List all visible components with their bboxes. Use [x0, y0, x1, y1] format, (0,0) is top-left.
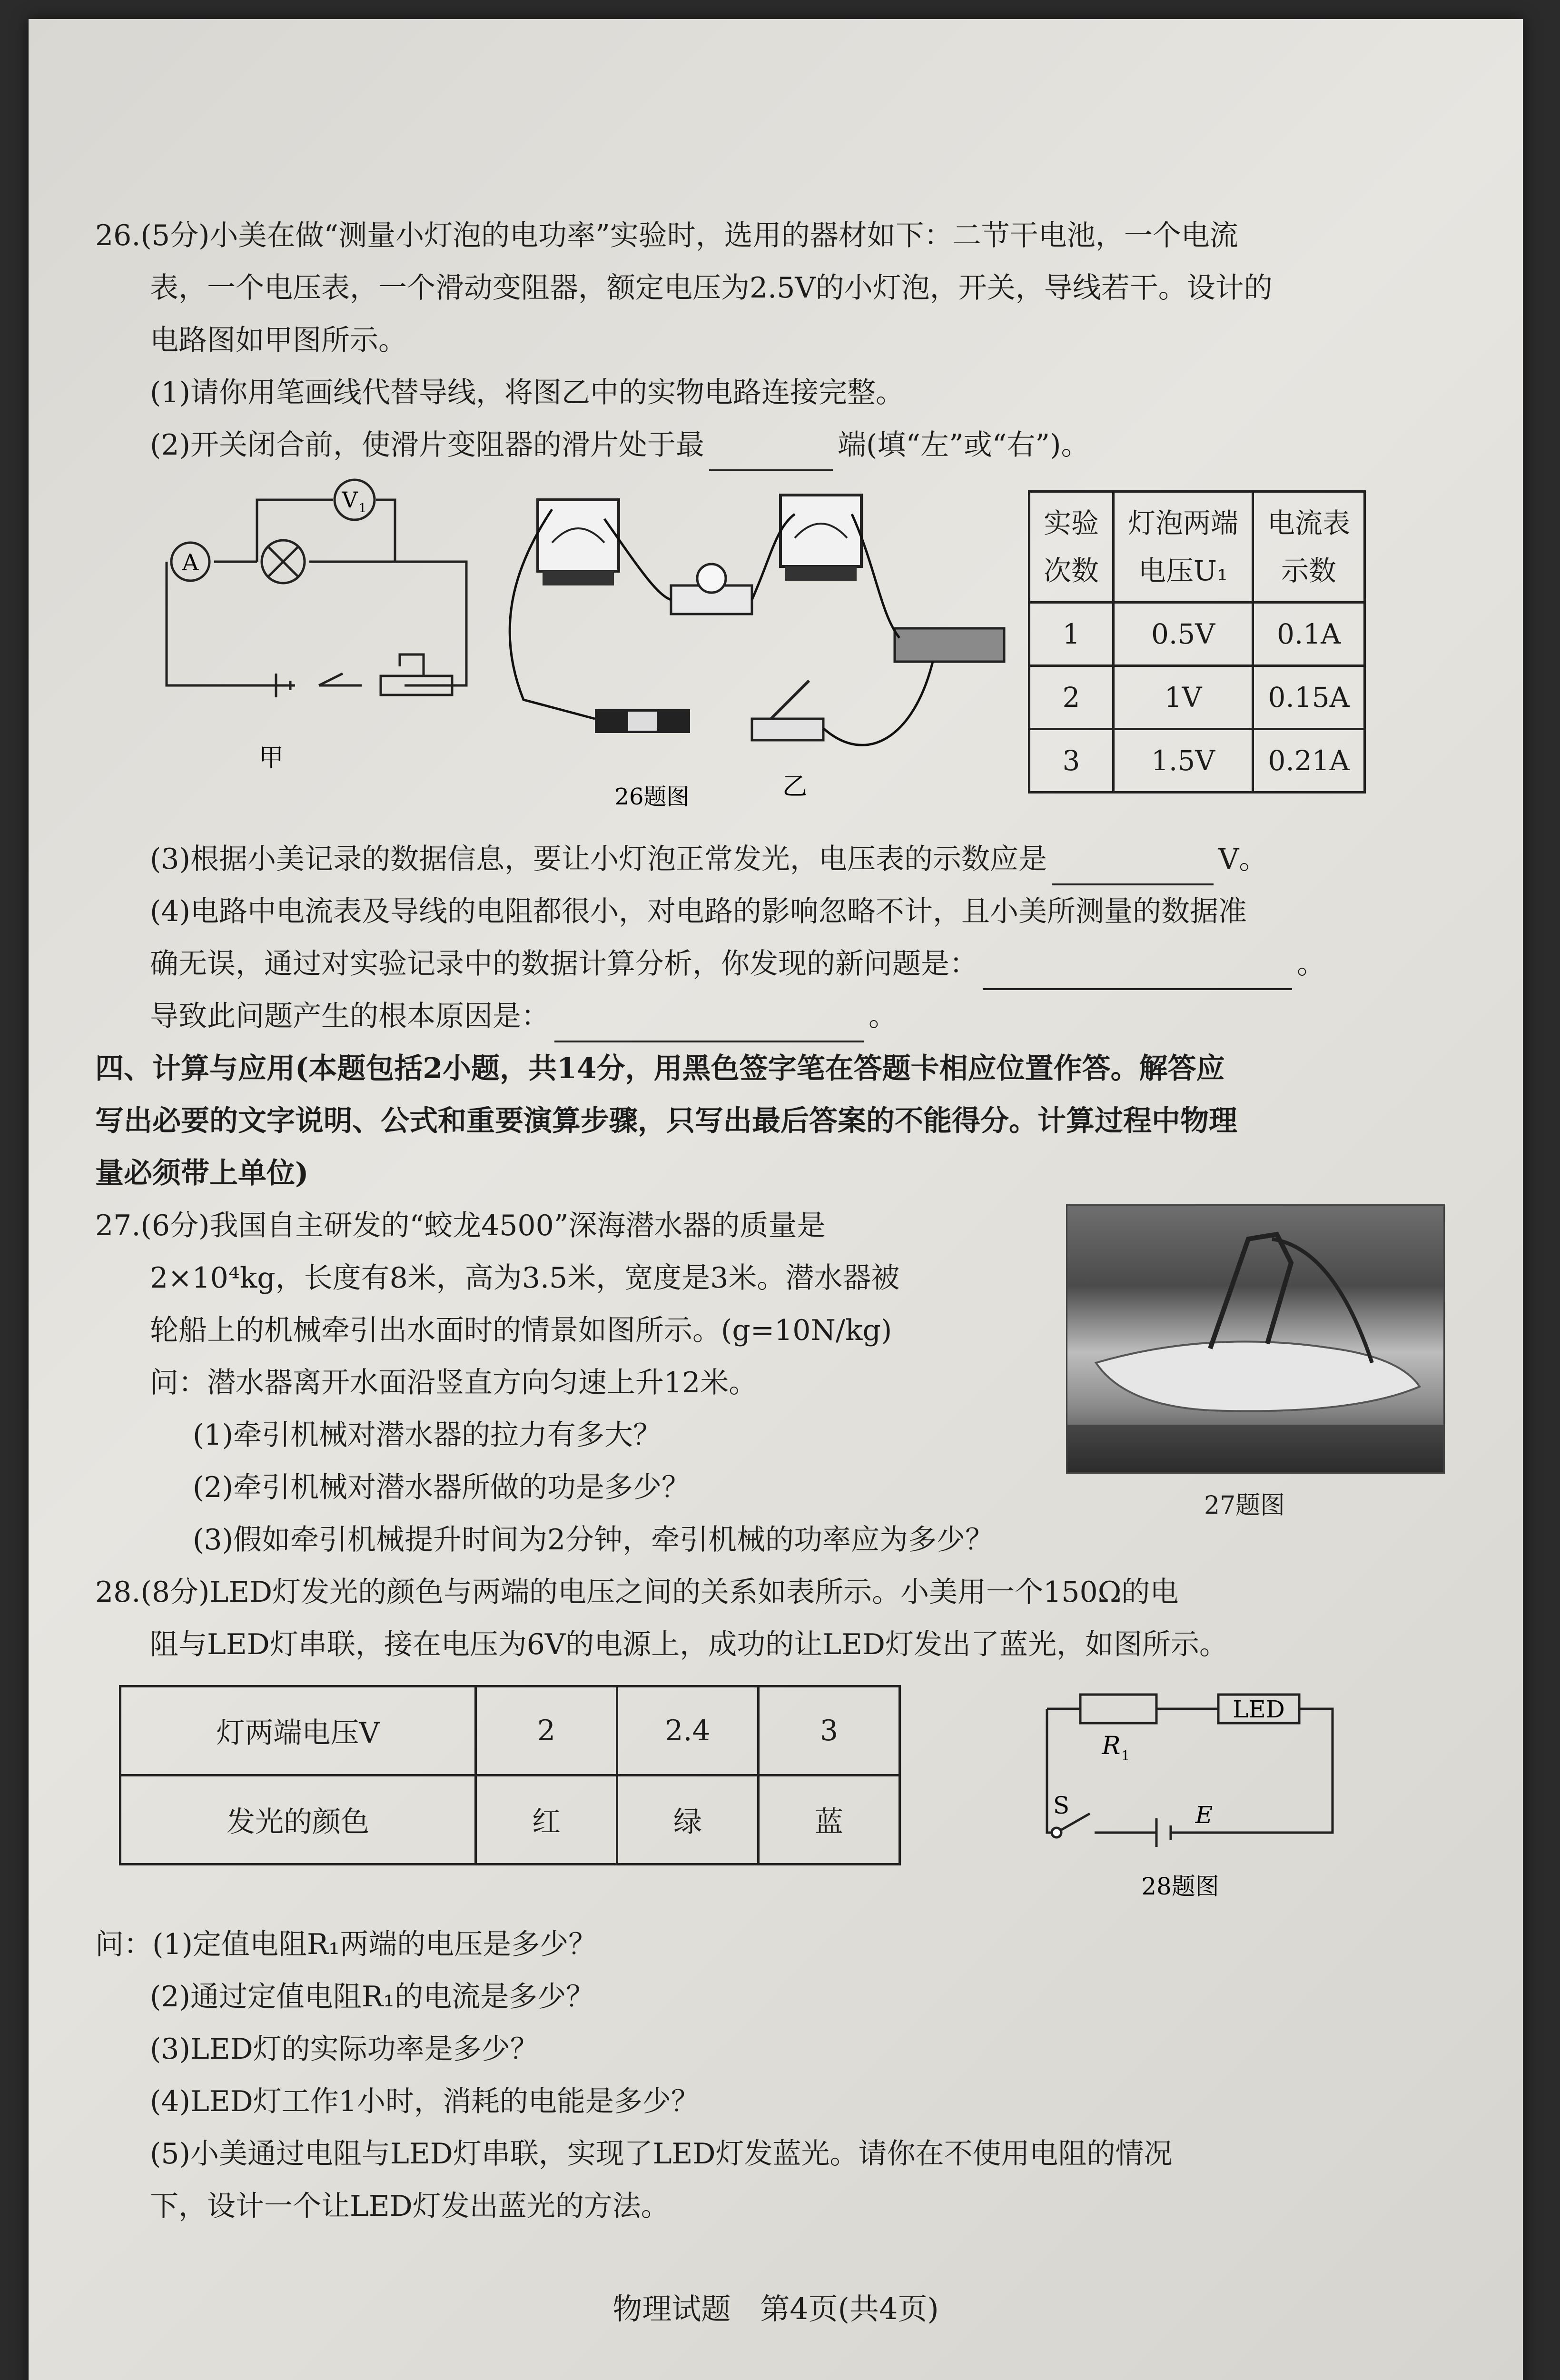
q28-figures — [95, 1671, 1447, 1918]
q26-data-table — [1028, 490, 1366, 793]
voltmeter-subscript: 1 — [358, 501, 367, 516]
q28-sub1: 问：(1)定值电阻R₁两端的电压是多少？ — [95, 1928, 597, 1961]
section4-line2: 写出必要的文字说明、公式和重要演算步骤，只写出最后答案的不能得分。计算过程中物理 — [95, 1104, 1237, 1138]
table-row — [1029, 729, 1365, 793]
q26-sub2-end: 端(填“左”或“右”)。 — [838, 428, 1090, 462]
answer-blank[interactable] — [983, 960, 1292, 990]
ammeter-symbol — [171, 543, 209, 581]
fig-jia-label: 甲 — [258, 744, 284, 773]
section4-line1: 四、计算与应用(本题包括2小题，共14分，用黑色签字笔在答题卡相应位置作答。解答应 — [95, 1052, 1225, 1085]
table-row — [120, 1686, 900, 1775]
header-text: 示数 — [1281, 555, 1337, 587]
exam-page — [29, 19, 1523, 2380]
page-content — [95, 209, 1447, 2232]
table-cell: 发光的颜色 — [120, 1775, 476, 1864]
q26-sub4-line1: (4)电路中电流表及导线的电阻都很小，对电路的影响忽略不计，且小美所测量的数据准 — [150, 895, 1247, 928]
q26-sub2-text: (2)开关闭合前，使滑片变阻器的滑片处于最 — [150, 428, 704, 462]
header-text: 次数 — [1044, 555, 1099, 587]
q26-line3: 电路图如甲图所示。 — [150, 324, 407, 357]
table-cell: 3 — [759, 1686, 900, 1775]
switch-label: S — [1053, 1792, 1070, 1819]
voltmeter-symbol — [335, 480, 375, 520]
table-cell: 2 — [1029, 666, 1114, 729]
table-cell: 0.21A — [1253, 729, 1365, 793]
source-label: E — [1195, 1801, 1213, 1829]
q26-line2: 表，一个电压表，一个滑动变阻器，额定电压为2.5V的小灯泡，开关，导线若干。设计的 — [150, 271, 1273, 305]
q28-sub2: (2)通过定值电阻R₁的电流是多少？ — [150, 1980, 595, 2013]
resistor-subscript: 1 — [1121, 1748, 1130, 1764]
table-header-cell — [1029, 492, 1114, 603]
led-label: LED — [1233, 1696, 1285, 1723]
q28-line2: 阻与LED灯串联，接在电压为6V的电源上，成功的让LED灯发出了蓝光，如图所示。 — [150, 1628, 1228, 1661]
q27-line1: 27.(6分)我国自主研发的“蛟龙4500”深海潜水器的质量是 — [95, 1209, 826, 1242]
table-cell: 2.4 — [617, 1686, 759, 1775]
q27-line3: 轮船上的机械牵引出水面时的情景如图所示。(g=10N/kg) — [150, 1314, 892, 1347]
table-cell: 0.15A — [1253, 666, 1365, 729]
voltmeter-label: V — [342, 487, 358, 513]
q26-circuit-figures — [95, 471, 1028, 833]
table-cell: 0.1A — [1253, 603, 1365, 666]
table-row — [1029, 666, 1365, 729]
table-header-cell — [1114, 492, 1253, 603]
answer-blank[interactable] — [1052, 855, 1214, 885]
table-cell: 1.5V — [1114, 729, 1253, 793]
table-row — [120, 1775, 900, 1864]
page-footer: 物理试题 第4页(共4页) — [612, 2291, 939, 2326]
q28-sub5-line1: (5)小美通过电阻与LED灯串联，实现了LED灯发蓝光。请你在不使用电阻的情况 — [150, 2137, 1173, 2171]
table-cell: 灯两端电压V — [120, 1686, 476, 1775]
answer-blank[interactable] — [709, 441, 833, 471]
q28-sub5-line2: 下，设计一个让LED灯发出蓝光的方法。 — [150, 2190, 670, 2223]
q26-sub4-end: 。 — [1297, 947, 1325, 981]
table-cell: 2 — [476, 1686, 617, 1775]
submersible-illustration — [1067, 1206, 1443, 1472]
q27-line4: 问：潜水器离开水面沿竖直方向匀速上升12米。 — [150, 1366, 758, 1399]
header-text: 实验 — [1044, 507, 1099, 539]
q26-figures — [95, 471, 1447, 833]
q28-line1: 28.(8分)LED灯发光的颜色与两端的电压之间的关系如表所示。小美用一个150Ω的电 — [95, 1576, 1179, 1609]
table-cell: 绿 — [617, 1775, 759, 1864]
table-cell: 1 — [1029, 603, 1114, 666]
table-row — [1029, 603, 1365, 666]
q27-sub1: (1)牵引机械对潜水器的拉力有多大？ — [193, 1418, 662, 1452]
lamp-symbol — [262, 540, 305, 583]
q27-block — [95, 1200, 1447, 1566]
header-text: 电流表 — [1267, 507, 1351, 539]
q27-line2: 2×10⁴kg，长度有8米，高为3.5米，宽度是3米。潜水器被 — [150, 1261, 900, 1295]
q28-sub3: (3)LED灯的实际功率是多少？ — [150, 2033, 539, 2066]
submersible-photo — [1066, 1204, 1445, 1474]
fig-26-caption: 26题图 — [614, 783, 690, 810]
table-cell: 0.5V — [1114, 603, 1253, 666]
q26-sub3-end: V。 — [1218, 843, 1268, 876]
circuit-jia — [167, 500, 466, 697]
table-cell: 3 — [1029, 729, 1114, 793]
fig-27-caption: 27题图 — [1204, 1491, 1285, 1520]
q26-line1: 26.(5分)小美在做“测量小灯泡的电功率”实验时，选用的器材如下：二节干电池，一个电流 — [95, 219, 1238, 252]
table-cell: 蓝 — [759, 1775, 900, 1864]
q26-sub3 — [95, 833, 1447, 885]
q28-circuit-diagram — [1018, 1671, 1380, 1918]
header-text: 灯泡两端 — [1128, 507, 1239, 539]
q28-led-table — [119, 1685, 901, 1865]
fig-28-caption: 28题图 — [1141, 1873, 1219, 1900]
q26-sub4-line2 — [95, 938, 1447, 990]
answer-blank[interactable] — [554, 1012, 864, 1042]
q26-sub1: (1)请你用笔画线代替导线，将图乙中的实物电路连接完整。 — [150, 376, 904, 409]
q26-sub4-cause-text: 导致此问题产生的根本原因是： — [150, 1000, 550, 1033]
q26-sub4-text: 确无误，通过对实验记录中的数据计算分析，你发现的新问题是： — [150, 947, 978, 981]
header-text: 电压U₁ — [1138, 555, 1228, 587]
resistor-label: R — [1102, 1732, 1121, 1760]
q27-sub3: (3)假如牵引机械提升时间为2分钟，牵引机械的功率应为多少？ — [193, 1523, 994, 1557]
q28-sub4: (4)LED灯工作1小时，消耗的电能是多少？ — [150, 2085, 700, 2118]
table-cell: 红 — [476, 1775, 617, 1864]
table-header-cell — [1253, 492, 1365, 603]
q27-sub2: (2)牵引机械对潜水器所做的功是多少？ — [193, 1471, 690, 1504]
table-cell: 1V — [1114, 666, 1253, 729]
physical-circuit-yi — [510, 495, 1004, 745]
fig-yi-label: 乙 — [782, 773, 808, 801]
q26-sub3-text: (3)根据小美记录的数据信息，要让小灯泡正常发光，电压表的示数应是 — [150, 843, 1047, 876]
section4-line3: 量必须带上单位) — [95, 1157, 309, 1190]
q26-sub4-cause-end: 。 — [869, 1000, 897, 1033]
q26-sub4-line3 — [95, 990, 1447, 1042]
q26-sub2 — [95, 419, 1447, 471]
table-header-row — [1029, 492, 1365, 603]
ammeter-label: A — [182, 549, 199, 576]
